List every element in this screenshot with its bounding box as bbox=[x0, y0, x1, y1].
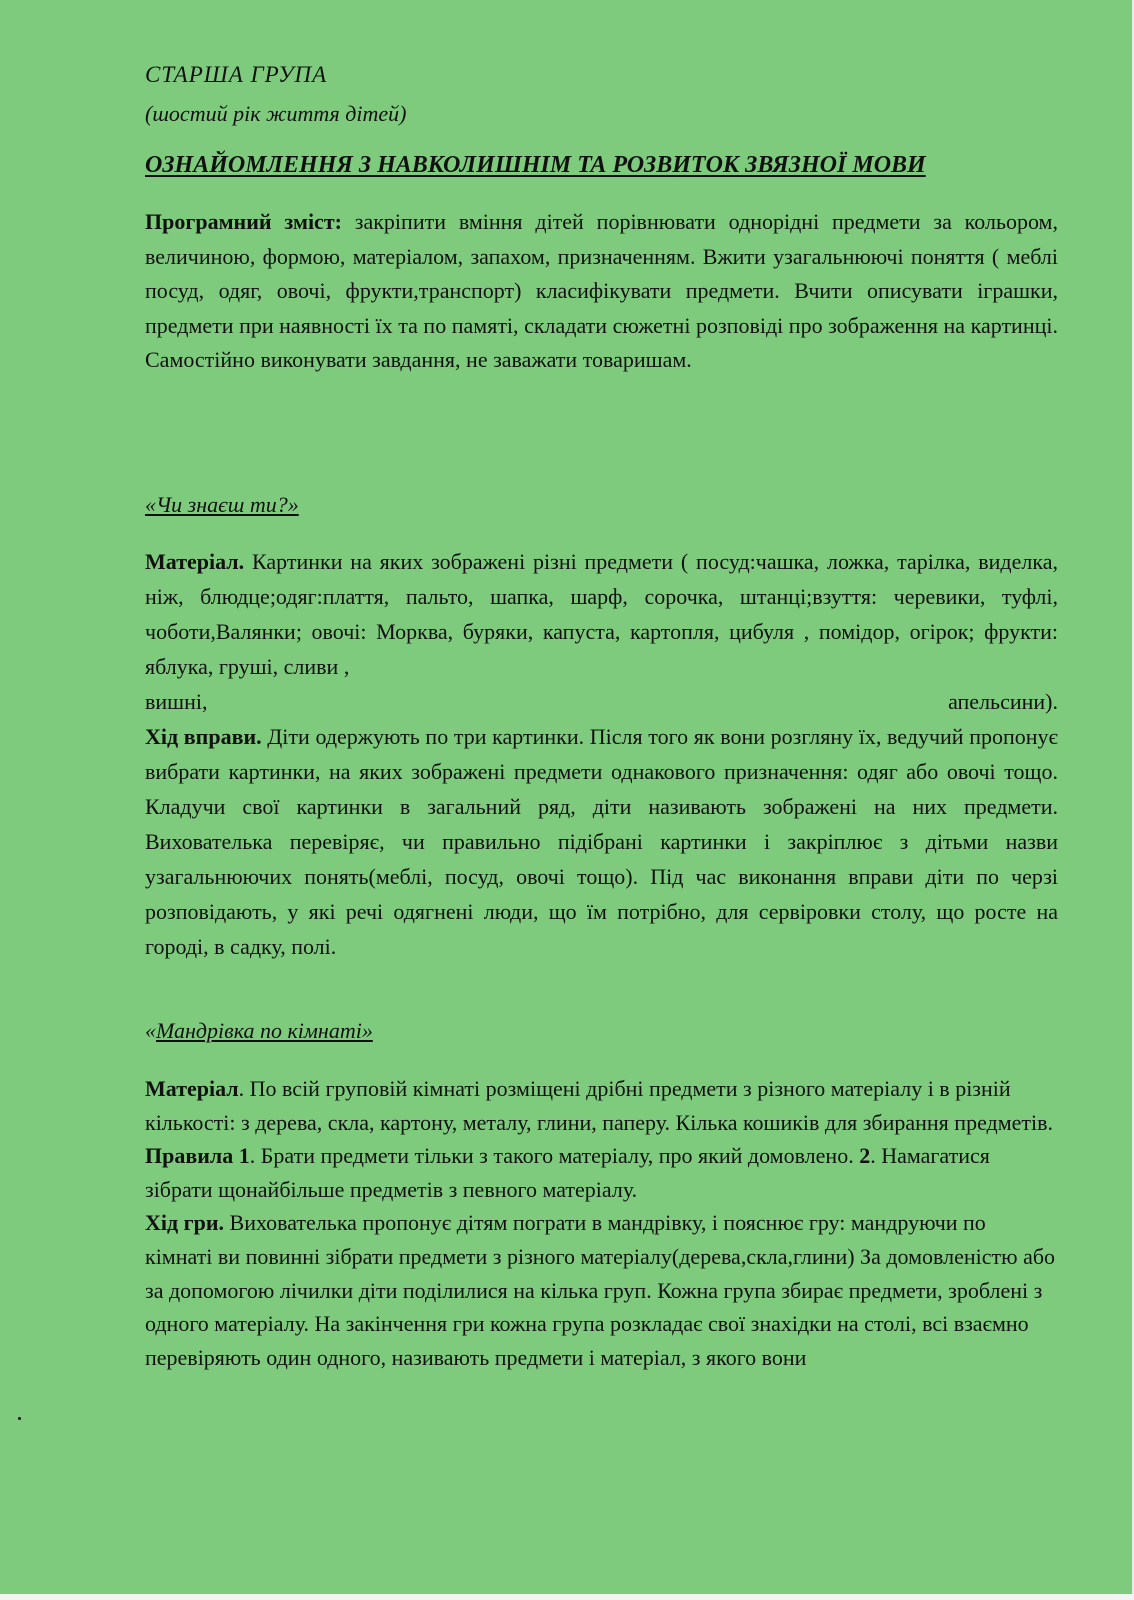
game1-title bbox=[145, 492, 1058, 518]
game2-rules-num2: 2 bbox=[859, 1143, 871, 1169]
game1-material-label: Матеріал. bbox=[145, 549, 245, 574]
game1-progress-label: Хід вправи. bbox=[145, 724, 262, 749]
game2-material bbox=[145, 1072, 1058, 1139]
game1-material-text: Картинки на яких зображені різні предмети ( посуд:чашка, ложка, тарілка, виделка, ніж, блюдце;одяг:плаття, пальто, шапка, шарф, сорочка, штанці;взуття: черевики, туфлі, чоботи,Валянки; овочі: Морква, буряки, капуста, картопля, цибуля , помідор, огірок; фрукти: яблука, груші, сливи , bbox=[145, 549, 1058, 679]
game2-rules-label: Правила 1 bbox=[145, 1143, 250, 1169]
game2-progress-text: Вихователька пропонує дітям пограти в мандрівку, і пояснює гру: мандруючи по кімнаті ви повинні зібрати предмети з різного матеріалу(дерева,скла,глини) За домовленістю або за допомогою лічилки діти поділилися на кілька груп. Кожна група збирає предмети, зроблені з одного матеріалу. На закінчення гри кожна група розкладає свої знахідки на столі, всі взаємно перевіряють один одного, називають предмети і матеріал, з якого вони bbox=[145, 1210, 1056, 1370]
game2-title-text: Мандрівка по кімнаті» bbox=[156, 1018, 373, 1043]
game1-progress-text: Діти одержують по три картинки. Після того як вони розгляну їх, ведучий пропонує вибрати картинки, на яких зображені предмети однакового призначення: одяг або овочі тощо. Кладучи свої картинки в загальний ряд, діти називають зображені на них предмети. Вихователька перевіряє, чи правильно підібрані картинки і закріплює з дітьми назви узагальнюючих понять(меблі, посуд, овочі тощо). Під час виконання вправи діти по черзі розповідають, у які речі одягнені люди, що їм потрібно, для сервіровки столу, що росте на городі, в садку, полі. bbox=[145, 724, 1058, 959]
document-title: ОЗНАЙОМЛЕННЯ З НАВКОЛИШНІМ ТА РОЗВИТОК ЗВЯЗНОЇ МОВИ bbox=[145, 152, 926, 178]
game2-title bbox=[145, 1018, 1058, 1044]
game1-material bbox=[145, 544, 1058, 684]
group-heading: СТАРША ГРУПА bbox=[145, 62, 328, 87]
game1-material-end-right: апельсини). bbox=[948, 689, 1058, 714]
game1-section bbox=[145, 544, 1058, 964]
game2-rules bbox=[145, 1139, 1058, 1206]
age-subheading: (шостий рік життя дітей) bbox=[145, 101, 407, 126]
game1-title-text: «Чи знаєш ти?» bbox=[145, 492, 299, 517]
game2-progress bbox=[145, 1206, 1058, 1374]
game2-rules-text1: . Брати предмети тільки з такого матеріалу, про який домовлено. bbox=[249, 1143, 860, 1169]
game1-material-end bbox=[145, 684, 1058, 719]
game1-progress bbox=[145, 719, 1058, 964]
game2-section bbox=[145, 1072, 1058, 1374]
game1-material-end-left: вишні, bbox=[145, 689, 208, 714]
scan-speck bbox=[18, 1417, 21, 1420]
program-label: Програмний зміст: bbox=[145, 209, 342, 234]
program-paragraph bbox=[145, 205, 1058, 378]
game2-rules-text2: . Намагатися зібрати щонайбільше предметів з певного матеріалу. bbox=[145, 1143, 990, 1202]
game2-progress-label: Хід гри. bbox=[145, 1210, 225, 1236]
game2-title-open: « bbox=[145, 1018, 156, 1043]
game2-material-label: Матеріал bbox=[145, 1076, 239, 1101]
game2-material-text: . По всій груповій кімнаті розміщені дрібні предмети з різного матеріалу і в різній кількості: з дерева, скла, картону, металу, глини, паперу. Кілька кошиків для збирання предметів. bbox=[145, 1076, 1054, 1135]
program-text: закріпити вміння дітей порівнювати однорідні предмети за кольором, величиною, формою, матеріалом, запахом, призначенням. Вжити узагальнюючі поняття ( меблі посуд, одяг, овочі, фрукти,транспорт) класифікувати предмети. Вчити описувати іграшки, предмети при наявності їх та по памяті, складати сюжетні розповіді про зображення на картинці. Самостійно виконувати завдання, не заважати товаришам. bbox=[145, 209, 1058, 372]
